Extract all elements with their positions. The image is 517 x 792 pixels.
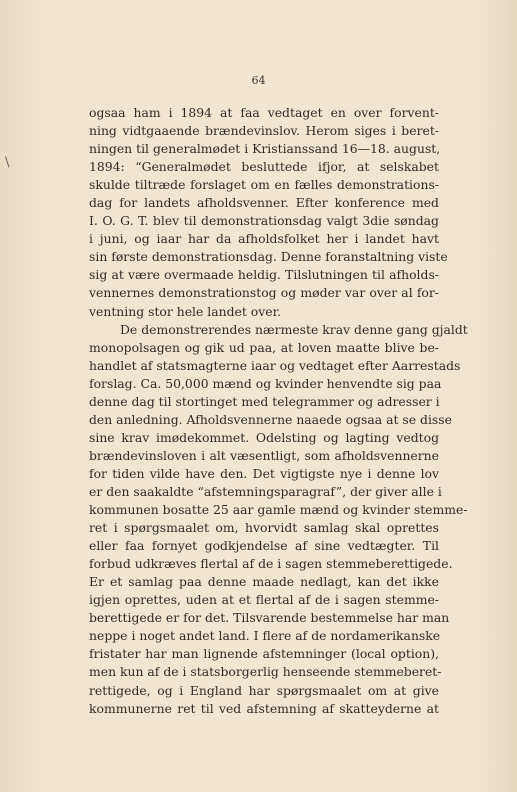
text-line: fristater har man lignende afstemninger (local option), (89, 646, 439, 662)
text-line: ningen til generalmødet i Kristianssand 16—18. august, (89, 141, 441, 157)
text-line: er den saakaldte “afstemningsparagraf”, der giver alle i (89, 483, 442, 499)
text-line: igjen oprettes, uden at et flertal af de i sagen stemme- (89, 592, 439, 608)
text-line: eller faa fornyet godkjendelse af sine vedtægter. Til (89, 538, 439, 554)
text-line: neppe i noget andet land. I flere af de nordamerikanske (89, 628, 441, 644)
text-line: ventning stor hele landet over. (89, 303, 282, 319)
text-line: den anledning. Afholdsvennerne naaede ogsaa at se disse (89, 411, 452, 427)
text-line: for tiden vilde have den. Det vigtigste nye i denne lov (89, 465, 439, 481)
text-line: sine krav imødekommet. Odelsting og lagting vedtog (89, 429, 439, 445)
page-number: 64 (251, 74, 266, 87)
text-line: 1894: “Generalmødet besluttede ifjor, at selskabet (89, 159, 439, 175)
text-line: ning vidtgaaende brændevinslov. Herom siges i beret- (89, 123, 439, 139)
text-line: I. O. G. T. blev til demonstrationsdag valgt 3die søndag (89, 213, 439, 229)
text-line: Er et samlag paa denne maade nedlagt, kan det ikke (89, 574, 439, 590)
body-text (89, 104, 468, 718)
text-line: brændevinsloven i alt væsentligt, som afholdsvennerne (89, 447, 439, 463)
text-line: skulde tiltræde forslaget om en fælles demonstrations- (89, 177, 439, 193)
text-line: kommunen bosatte 25 aar gamle mænd og kvinder stemme- (89, 502, 468, 518)
text-line: handlet af statsmagterne iaar og vedtaget efter Aarrestads (89, 357, 461, 373)
margin-mark: \ (5, 155, 10, 170)
text-line: vennernes demonstrationstog og møder var over al for- (89, 285, 439, 301)
text-line: ret i spørgsmaalet om, hvorvidt samlag skal oprettes (89, 520, 439, 536)
text-line: i juni, og iaar har da afholdsfolket her i landet havt (89, 231, 439, 247)
text-line: forbud udkræves flertal af de i sagen stemmeberettigede. (89, 556, 453, 572)
text-line: forslag. Ca. 50,000 mænd og kvinder henvendte sig paa (89, 375, 442, 391)
text-line: denne dag til stortinget med telegrammer og adresser i (89, 393, 440, 409)
text-line: men kun af de i statsborgerlig henseende stemmeberet- (89, 664, 442, 680)
text-line: De demonstrerendes nærmeste krav denne gang gjaldt (120, 321, 468, 337)
text-line: berettigede er for det. Tilsvarende bestemmelse har man (89, 610, 450, 626)
text-line: rettigede, og i England har spørgsmaalet om at give (89, 682, 439, 698)
text-line: sin første demonstrationsdag. Denne foranstaltning viste (89, 249, 448, 265)
text-line: kommunerne ret til ved afstemning af skatteyderne at (89, 700, 439, 716)
text-line: dag for landets afholdsvenner. Efter konference med (89, 195, 439, 211)
text-line: monopolsagen og gik ud paa, at loven maatte blive be- (89, 339, 439, 355)
text-line: sig at være overmaade heldig. Tilslutningen til afholds- (89, 267, 439, 283)
text-line: ogsaa ham i 1894 at faa vedtaget en over forvent- (89, 105, 439, 120)
